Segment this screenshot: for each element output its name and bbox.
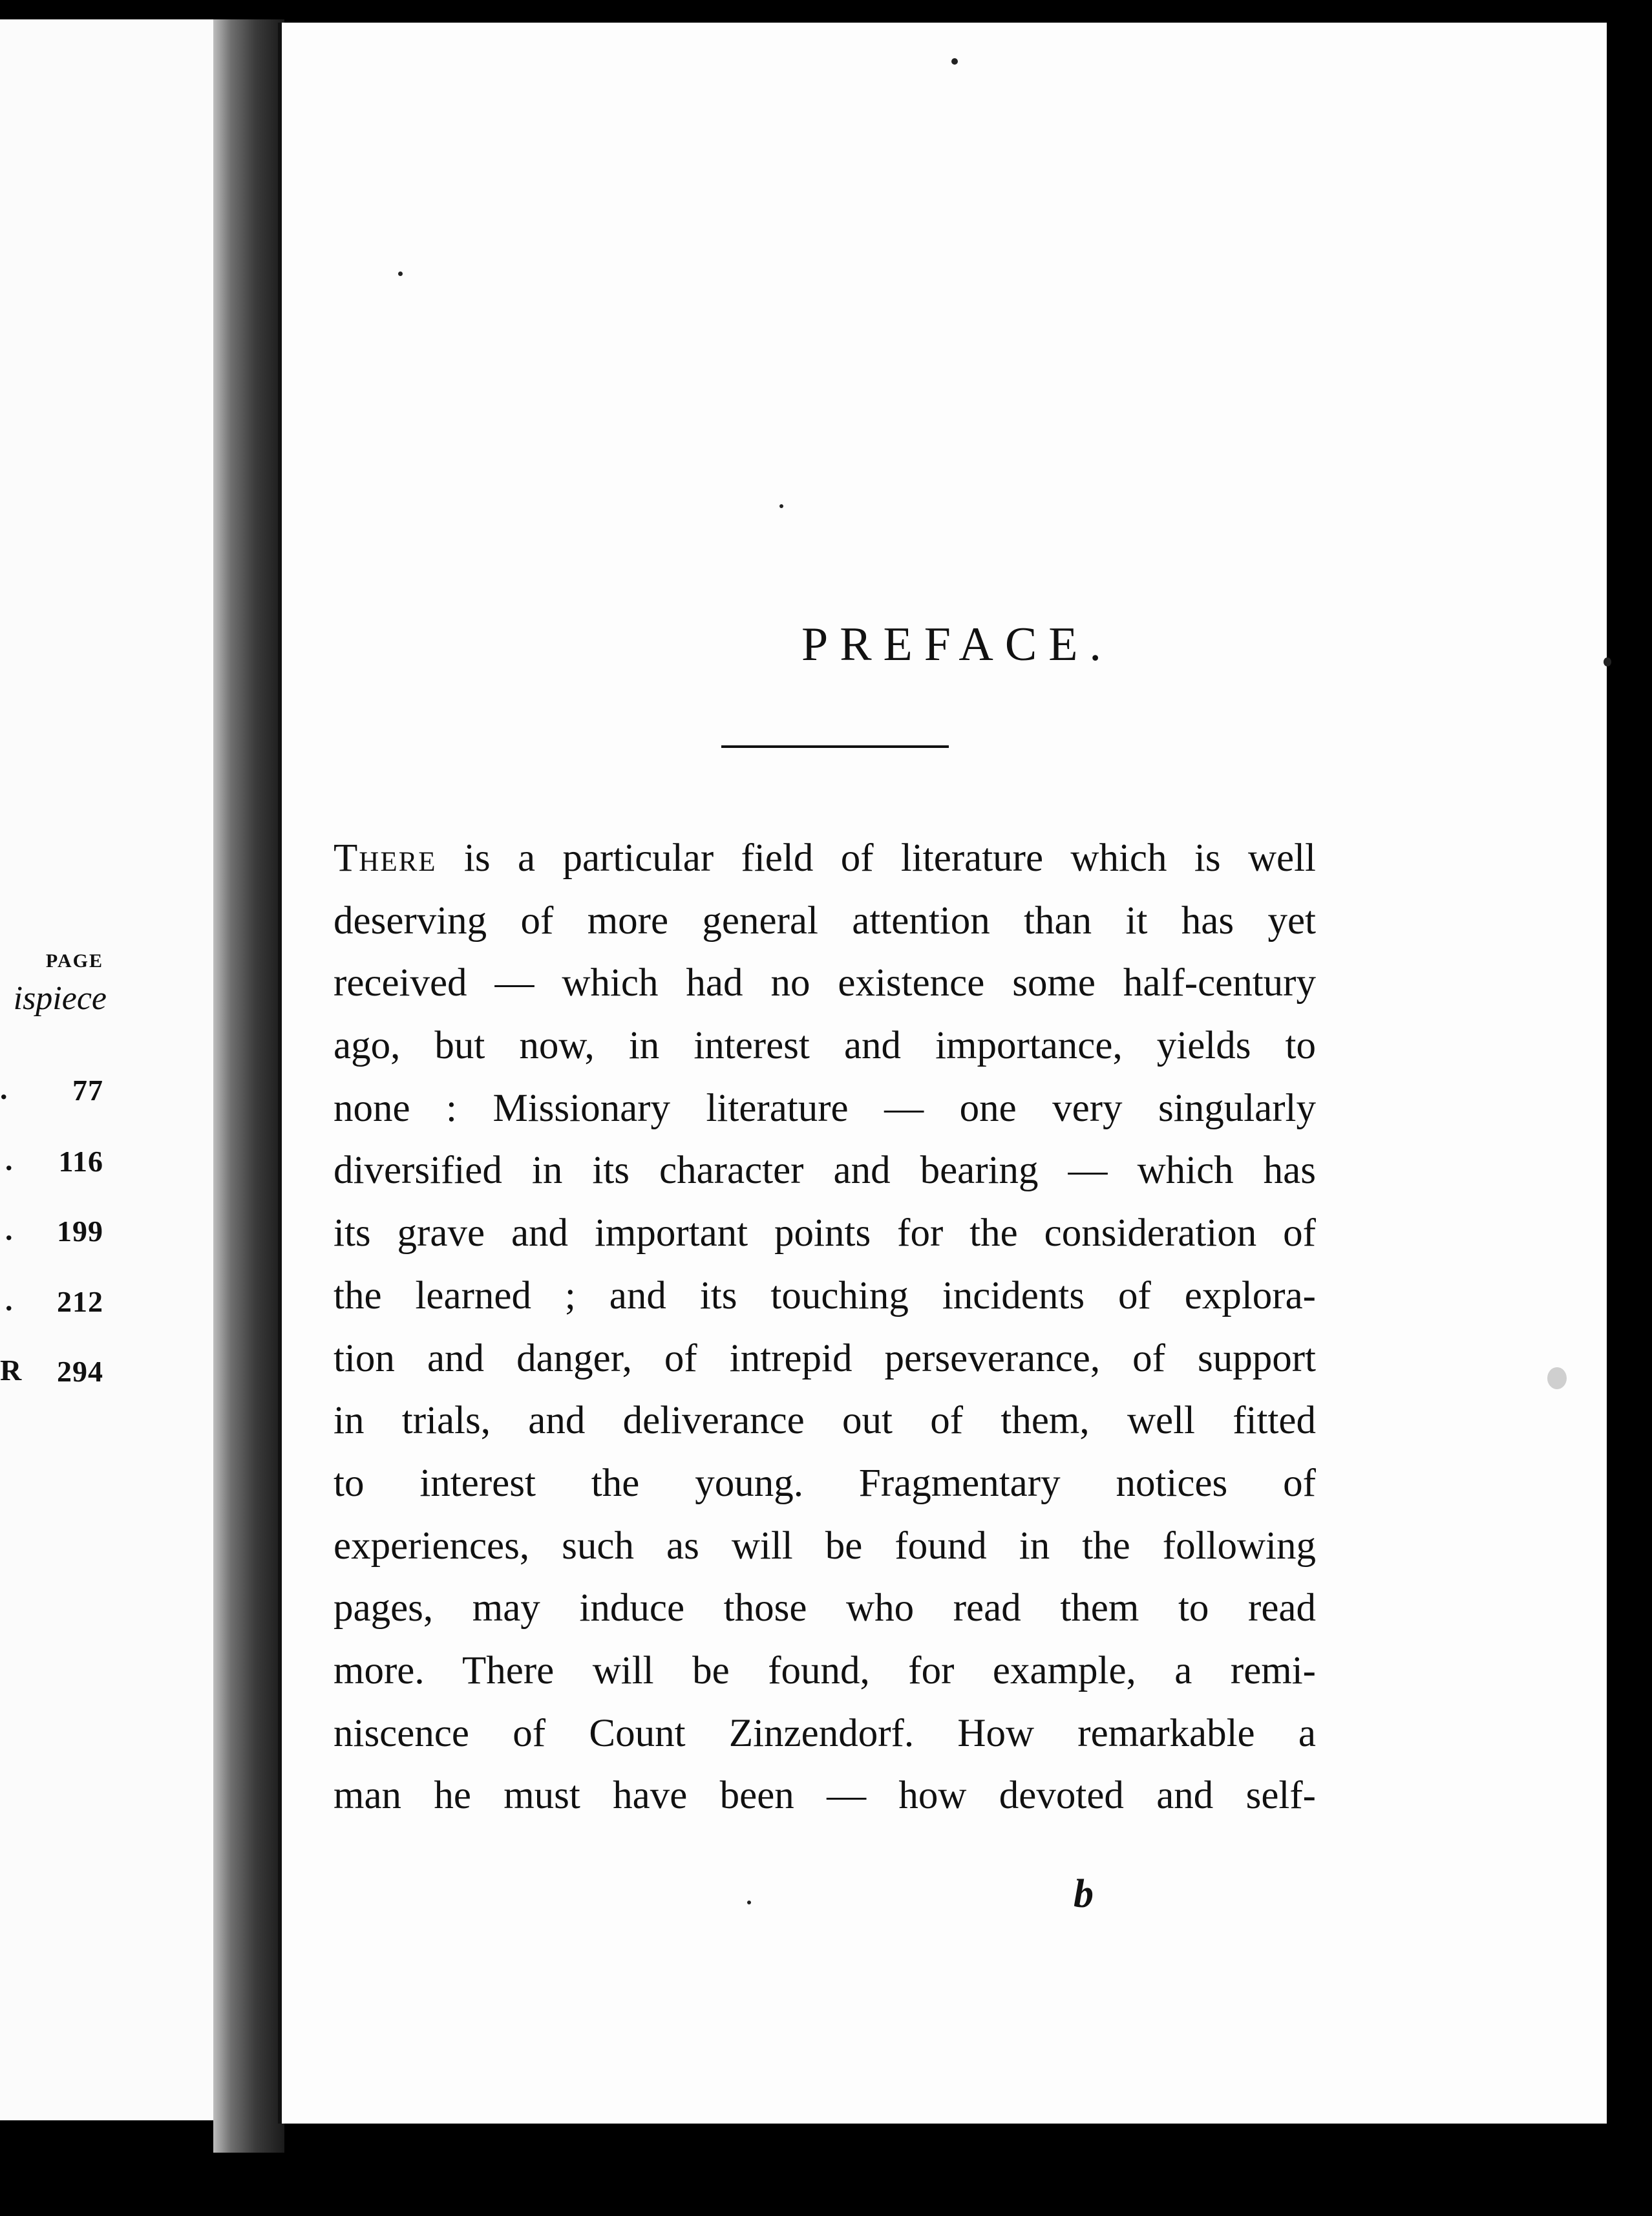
toc-page-number: 77 (72, 1074, 103, 1107)
toc-leader: . (5, 1284, 13, 1317)
scan-speck (1604, 657, 1611, 666)
scan-speck (951, 58, 958, 65)
text-line: to interest the young. Fragmentary notices of (334, 1461, 1316, 1505)
scan-speck (779, 504, 783, 508)
facing-page-left (0, 19, 217, 2120)
toc-leader: . (5, 1144, 13, 1177)
title-rule-divider (721, 745, 949, 748)
scan-speck (1547, 1367, 1567, 1389)
text-line: deserving of more general attention than it has yet (334, 899, 1316, 943)
text-line: more. There will be found, for example, a remi- (334, 1648, 1316, 1692)
preface-page (278, 23, 1607, 2124)
text-line-content: is a particular field of literature which is well (436, 836, 1316, 880)
text-line: man he must have been — how devoted and self- (334, 1774, 1316, 1818)
scan-speck (747, 1901, 751, 1904)
text-line: tion and danger, of intrepid perseverance, of support (334, 1336, 1316, 1380)
book-gutter (213, 19, 284, 2153)
page-title: PREFACE. (801, 618, 1113, 671)
scan-speck (398, 272, 403, 276)
text-line: pages, may induce those who read them to read (334, 1586, 1316, 1630)
text-line: niscence of Count Zinzendorf. How remarkable a (334, 1711, 1316, 1755)
toc-leader: . (0, 1072, 8, 1105)
preface-body (334, 827, 1316, 1827)
toc-page-number: 116 (58, 1145, 103, 1178)
toc-page-number: 199 (57, 1215, 103, 1248)
text-line: experiences, such as will be found in the following (334, 1524, 1316, 1568)
toc-frontispiece-entry: ispiece (13, 980, 107, 1017)
text-line: ago, but now, in interest and importance, yields to (334, 1024, 1316, 1068)
text-line: received — which had no existence some half-century (334, 961, 1316, 1005)
text-line (334, 827, 1316, 890)
toc-page-number: 212 (57, 1285, 103, 1318)
text-line: diversified in its character and bearing — which has (334, 1149, 1316, 1193)
toc-leader: R (0, 1354, 22, 1387)
text-line: the learned ; and its touching incidents of explora- (334, 1273, 1316, 1317)
opening-word: There (334, 836, 437, 880)
toc-leader: . (5, 1213, 13, 1246)
text-line: in trials, and deliverance out of them, well fitted (334, 1399, 1316, 1443)
signature-mark: b (1074, 1872, 1094, 1916)
text-line: its grave and important points for the consideration of (334, 1211, 1316, 1255)
text-line: none : Missionary literature — one very singularly (334, 1086, 1316, 1130)
toc-page-header: PAGE (45, 950, 103, 972)
toc-page-number: 294 (57, 1355, 103, 1388)
